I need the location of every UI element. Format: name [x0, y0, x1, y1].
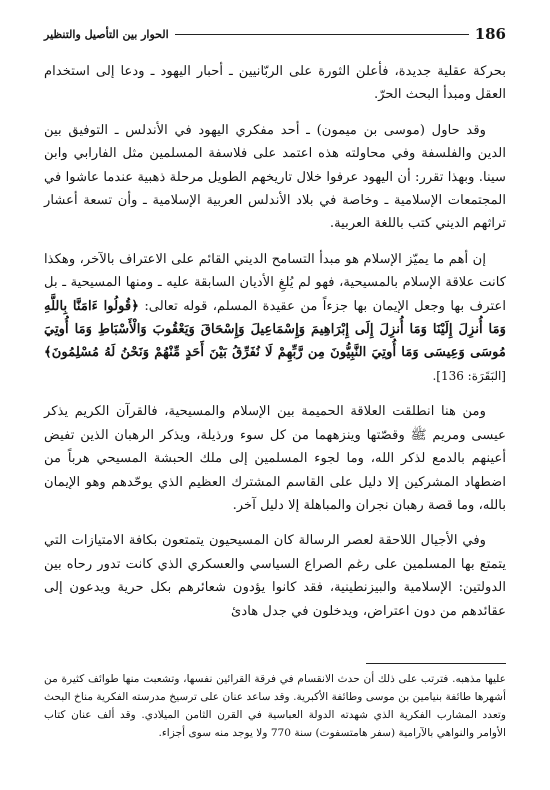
running-title: الحوار بين التأصيل والتنظير: [44, 27, 169, 41]
page-header: [44, 24, 506, 44]
paragraph-3-intro: إن أهم ما يميّز الإسلام هو مبدأ التسامح الديني القائم على الاعتراف بالآخر، وهكذا كانت علاقة الإسلام بالمسيحية، فهو لم يُلغِ الأديان السابقة عليه ـ ومنها المسيحية ـ بل اعترف بها وجعل الإيمان بها جزءاً من عقيدة المسلم، قوله تعالى:: [44, 251, 506, 314]
paragraph-1: بحركة عقلية جديدة، فأعلن الثورة على الربّانيين ـ أحبار اليهود ـ ودعا إلى استخدام العقل ومبدأ البحث الحرّ.: [44, 64, 506, 103]
paragraph-4: ومن هنا انطلقت العلاقة الحميمة بين الإسلام والمسيحية، فالقرآن الكريم يذكر عيسى ومريم ﷺ وقصّتها وينزههما من كل سوء ورذيلة، ويذكر الرهبان الذين تفيض أعينهم بالدمع لذكر الله، وما لجوء المسلمين إلى ملك الحبشة المسيحي هرباً من اضطهاد المشركين إلا دليل على القاسم المشترك العظيم الذي يوحّدهم وهو الإيمان بالله، وما قصة رهبان نجران والمباهلة إلا دليل آخر.: [44, 404, 506, 513]
verse-reference: [البَقَرَة: 136].: [432, 368, 506, 383]
footnote-separator: [366, 663, 506, 664]
footnote: عليها مذهبه. فترتب على ذلك أن حدث الانقسام في فرقة القرائين نفسها، وتشعبت منها طوائف كثيرة من أشهرها طائفة بنيامين بن موسى وطائفة الأكبرية. وقد ساعد عنان على ترسيخ مدرسته الفكرية مناخ البحث وتعدد المشارب الفكرية الذي شهدته الدولة العباسية في القرن الثامن الميلادي. وقد ألف عنان كتاب الأوامر والنواهي بالآرامية (سفر هامتسفوت) سنة 770 ولا يوجد منه سوى أجزاء.: [44, 673, 506, 739]
page-body: [44, 60, 506, 635]
paragraph-2: وقد حاول (موسى بن ميمون) ـ أحد مفكري اليهود في الأندلس ـ التوفيق بين الدين والفلسفة وفي محاولته هذه اعتمد على فلاسفة المسلمين مثل الفارابي وابن سينا. وبهذا تقرر: أن اليهود عرفوا خلال تاريخهم الطويل مرحلة ذهبية عندما عاشوا في المجتمعات الإسلامية ـ وخاصة في بلاد الأندلس العربية الإسلامية ـ وأن تسعة أعشار تراثهم الديني كتب باللغة العربية.: [44, 122, 506, 232]
page-number: 186: [474, 25, 506, 43]
header-rule: [175, 34, 469, 35]
paragraph-5: وفي الأجيال اللاحقة لعصر الرسالة كان المسيحيون يتمتعون بكافة الامتيازات التي يتمتع بها المسلمين على رغم الصراع السياسي والعسكري الذي كانت تدور رحاه بين الدولتين: الإسلامية والبيزنطينية، فقد كانوا يؤدون شعائرهم بكل حرية ويدعون إلى عقائدهم من دون اعتراض، ويدخلون في جدل هادئ: [44, 533, 506, 619]
paragraph-3: [44, 248, 506, 388]
quran-verse: ﴿قُولُوا ءَامَنَّا بِاللَّهِ وَمَا أُنزِلَ إِلَيْنَا وَمَا أُنزِلَ إِلَى إِبْرَاهِيمَ وَإِسْمَاعِيلَ وَإِسْحَاقَ وَيَعْقُوبَ وَالْأَسْبَاطِ وَمَا أُوتِيَ مُوسَى وَعِيسَى وَمَا أُوتِيَ النَّبِيُّونَ مِن رَّبِّهِمْ لَا نُفَرِّقُ بَيْنَ أَحَدٍ مِّنْهُمْ وَنَحْنُ لَهُ مُسْلِمُونَ﴾: [44, 298, 506, 361]
